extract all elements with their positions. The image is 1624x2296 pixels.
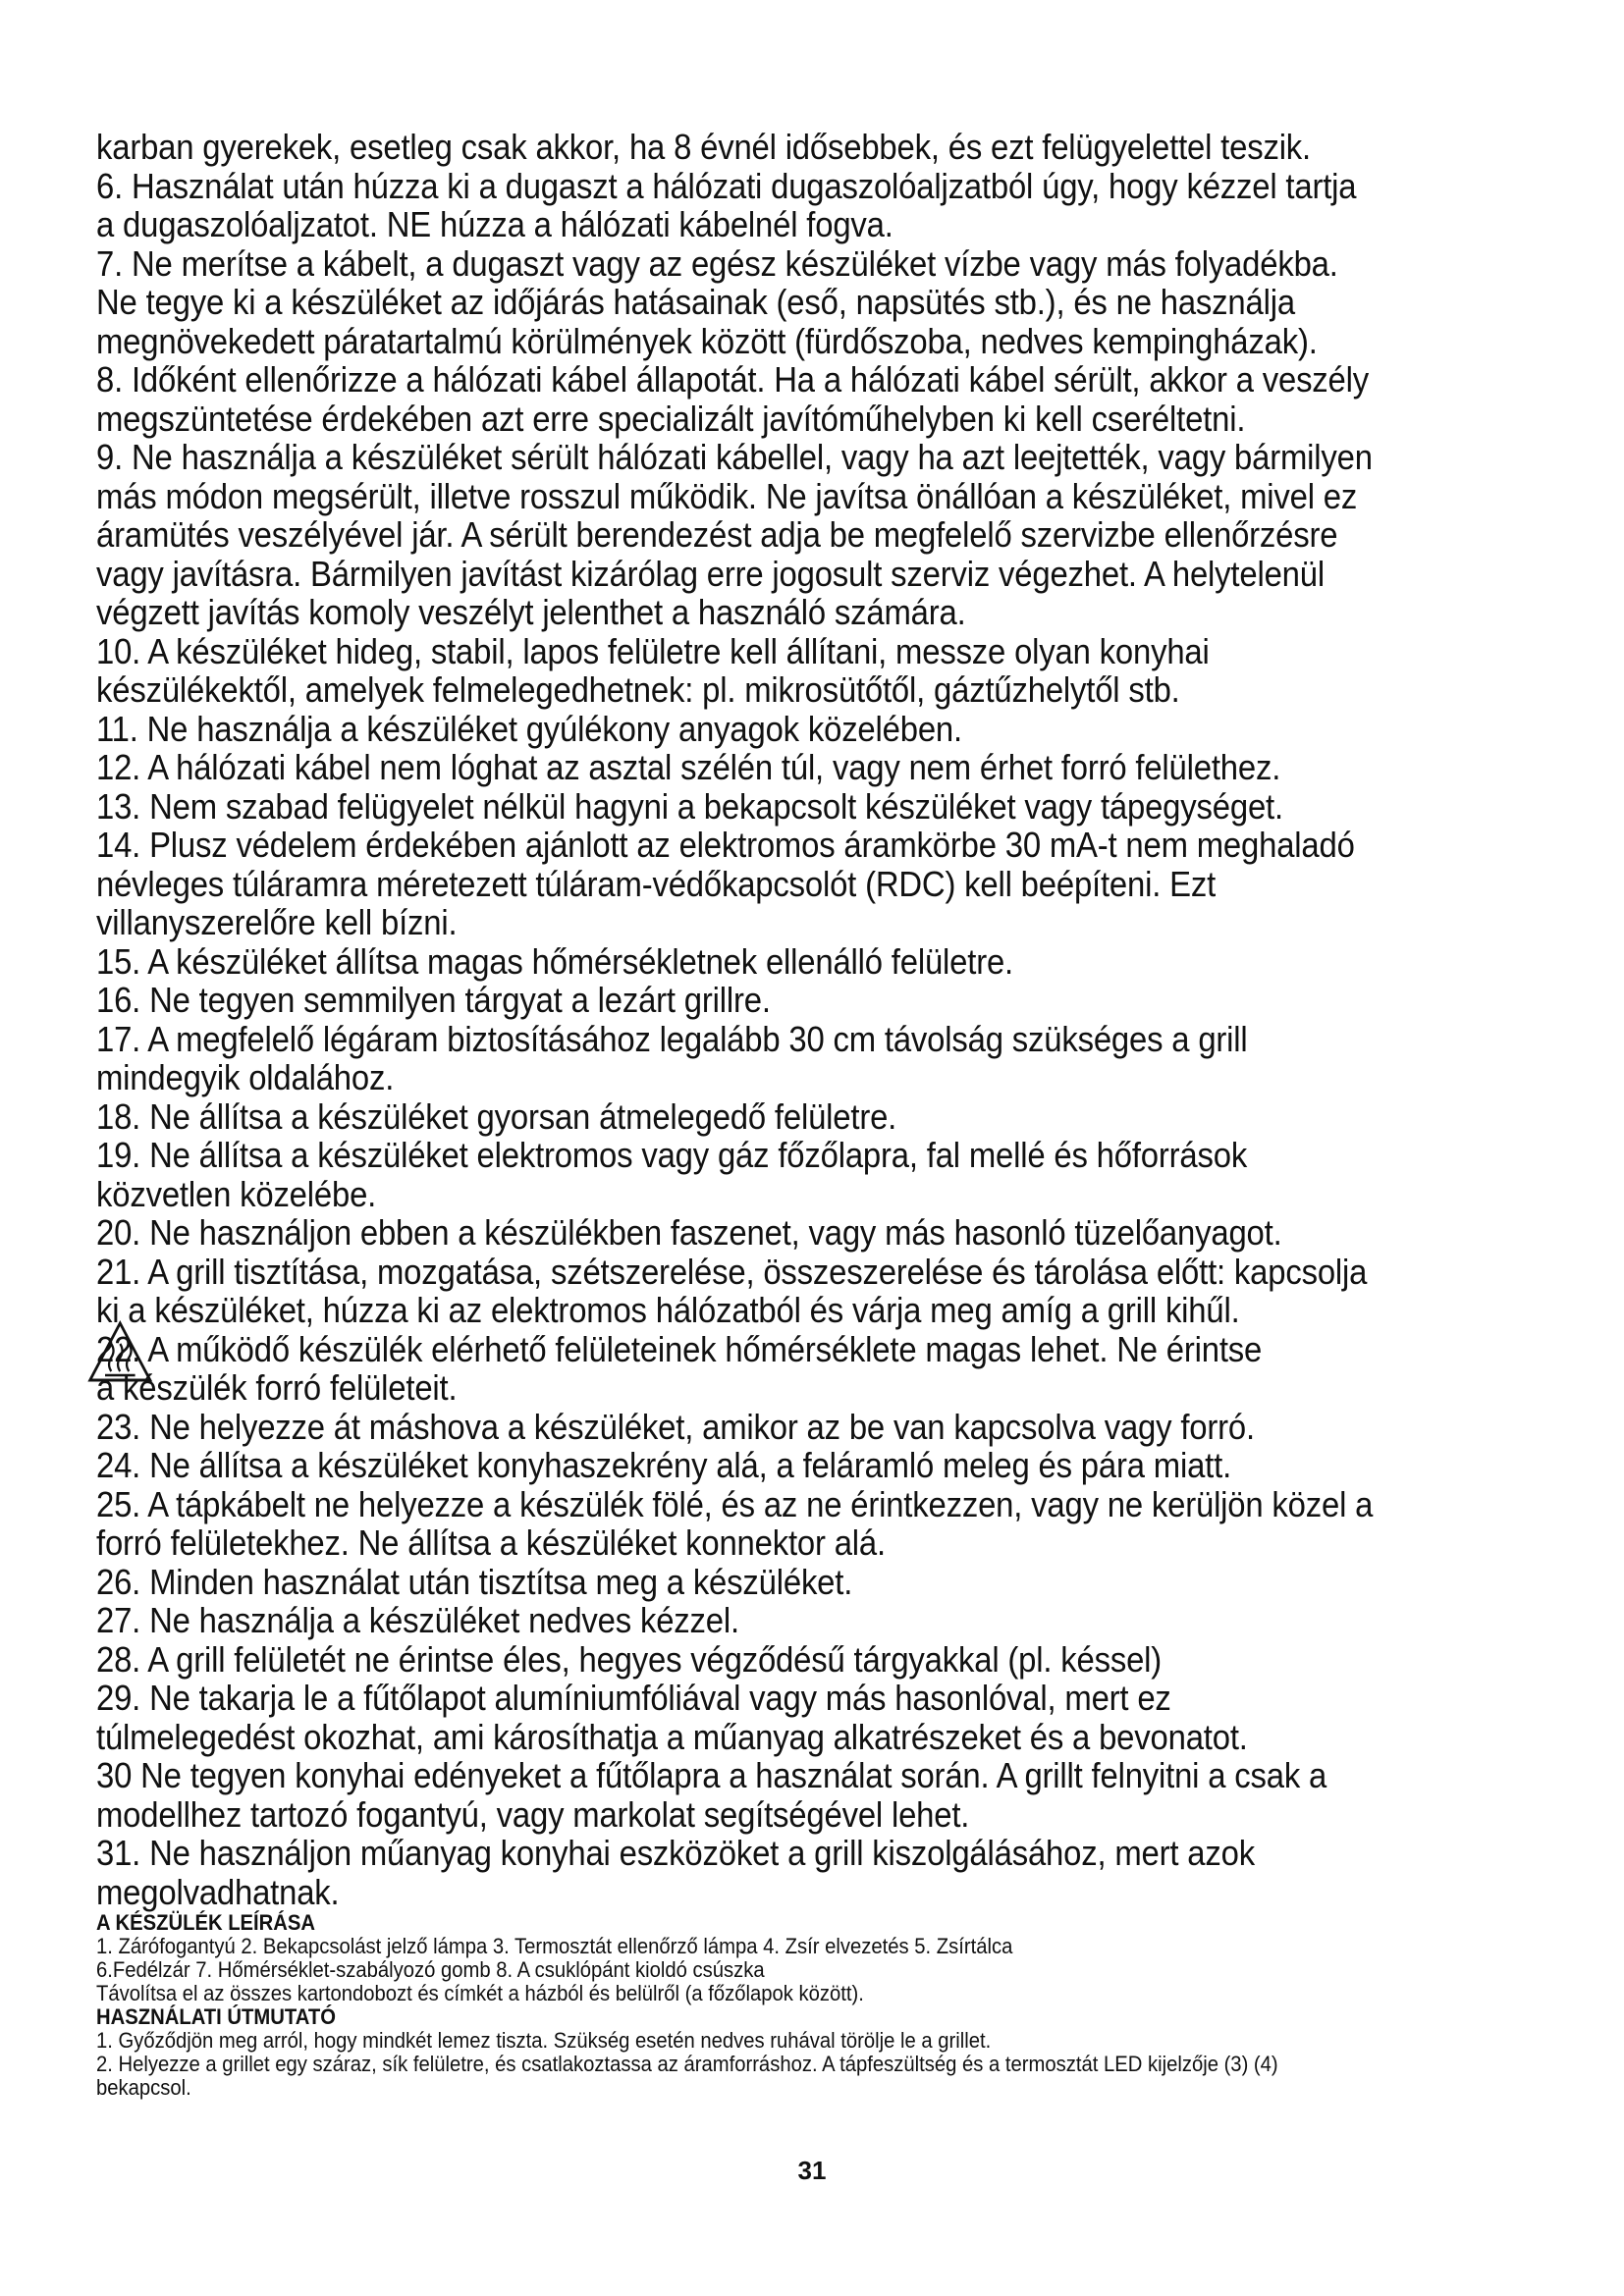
text-line: 28. A grill felületét ne érintse éles, hegyes végződésű tárgyakkal (pl. késsel) [96, 1638, 1163, 1680]
text-line: 6.Fedélzár 7. Hőmérséklet-szabályozó gomb 8. A csuklópánt kioldó csúszka [96, 1957, 765, 1982]
text-line: 6. Használat után húzza ki a dugaszt a hálózati dugaszolóaljzatból úgy, hogy kézzel tartja [96, 165, 1357, 206]
section-heading: A KÉSZÜLÉK LEÍRÁSA [96, 1910, 316, 1935]
text-line: 13. Nem szabad felügyelet nélkül hagyni a bekapcsolt készüléket vagy tápegységet. [96, 785, 1283, 827]
text-line: 22. A működő készülék elérhető felületeinek hőmérséklete magas lehet. Ne érintse [96, 1328, 1263, 1369]
text-line: 14. Plusz védelem érdekében ajánlott az elektromos áramkörbe 30 mA-t nem meghaladó [96, 825, 1355, 865]
text-line: vagy javításra. Bármilyen javítást kizárólag erre jogosult szerviz végezhet. A helytelenül [96, 553, 1325, 594]
usage-instructions-section [96, 2005, 1540, 2100]
text-line: 12. A hálózati kábel nem lóghat az asztal szélén túl, vagy nem érhet forró felülethez. [96, 747, 1281, 787]
text-line: 23. Ne helyezze át máshova a készüléket, amikor az be van kapcsolva vagy forró. [96, 1406, 1255, 1447]
text-line: 2. Helyezze a grillet egy száraz, sík felületre, és csatlakoztassa az áramforráshoz. A tápfeszültség és a termosztát LED kijelzője (3) (4) [96, 2052, 1278, 2076]
text-line: 19. Ne állítsa a készüléket elektromos vagy gáz főzőlapra, fal mellé és hőforrások [96, 1135, 1248, 1175]
text-line: 15. A készüléket állítsa magas hőmérsékletnek ellenálló felületre. [96, 940, 1014, 982]
text-line: 21. A grill tisztítása, mozgatása, szétszerelése, összeszerelése és tárolása előtt: kapcsolja [96, 1251, 1368, 1292]
text-line: 26. Minden használat után tisztítsa meg a készüléket. [96, 1561, 853, 1602]
text-line: a készülék forró felületeit. [96, 1367, 458, 1408]
text-line: 9. Ne használja a készüléket sérült hálózati kábellel, vagy ha azt leejtették, vagy bármilyen [96, 437, 1373, 477]
text-line: készülékektől, amelyek felmelegedhetnek: pl. mikrosütőtől, gáztűzhelytől stb. [96, 669, 1180, 710]
manual-page-content [96, 128, 1540, 2100]
text-line: 1. Győződjön meg arról, hogy mindkét lemez tiszta. Szükség esetén nedves ruhával törölje le a grillet. [96, 2028, 992, 2053]
hot-surface-warning-line [96, 1330, 1395, 1369]
text-line: megnövekedett páratartalmú körülmények között (fürdőszoba, nedves kempingházak). [96, 320, 1318, 361]
text-line: 27. Ne használja a készüléket nedves kézzel. [96, 1600, 739, 1640]
text-line: bekapcsol. [96, 2075, 191, 2100]
text-line: 11. Ne használja a készüléket gyúlékony anyagok közelében. [96, 708, 962, 749]
text-line: Távolítsa el az összes kartondobozt és címkét a házból és belülről (a főzőlapok között). [96, 1981, 864, 2005]
text-line: ki a készüléket, húzza ki az elektromos hálózatból és várja meg amíg a grill kihűl. [96, 1290, 1240, 1330]
text-line: túlmelegedést okozhat, ami károsíthatja a műanyag alkatrészeket és a bevonatot. [96, 1716, 1248, 1757]
text-line: 7. Ne merítse a kábelt, a dugaszt vagy az egész készüléket vízbe vagy más folyadékba. [96, 242, 1338, 284]
text-line: megszüntetése érdekében azt erre specializált javítóműhelyben ki kell cseréltetni. [96, 398, 1246, 439]
text-line: névleges túláramra méretezett túláram-védőkapcsolót (RDC) kell beépíteni. Ezt [96, 863, 1217, 904]
section-heading: HASZNÁLATI ÚTMUTATÓ [96, 2004, 336, 2029]
text-line: villanyszerelőre kell bízni. [96, 902, 458, 942]
text-line: forró felületekhez. Ne állítsa a készüléket konnektor alá. [96, 1522, 886, 1563]
text-line: modellhez tartozó fogantyú, vagy markolat segítségével lehet. [96, 1793, 970, 1835]
device-description-section [96, 1911, 1540, 2005]
text-line: más módon megsérült, illetve rosszul működik. Ne javítsa önállóan a készüléket, mivel ez [96, 475, 1358, 516]
text-line: 29. Ne takarja le a fűtőlapot alumíniumfóliával vagy más hasonlóval, mert ez [96, 1678, 1171, 1718]
text-line: 30 Ne tegyen konyhai edényeket a fűtőlapra a használat során. A grillt felnyitni a csak a [96, 1755, 1327, 1795]
text-line: végzett javítás komoly veszélyt jelenthet a használó számára. [96, 592, 966, 632]
text-line: megolvadhatnak. [96, 1871, 340, 1912]
text-line: a dugaszolóaljzatot. NE húzza a hálózati kábelnél fogva. [96, 204, 893, 244]
text-line: 24. Ne állítsa a készüléket konyhaszekrény alá, a feláramló meleg és pára miatt. [96, 1445, 1232, 1485]
text-line: 16. Ne tegyen semmilyen tárgyat a lezárt grillre. [96, 980, 771, 1020]
text-line: 17. A megfelelő légáram biztosításához legalább 30 cm távolság szükséges a grill [96, 1018, 1248, 1059]
text-line: közvetlen közelébe. [96, 1173, 377, 1214]
text-line: 8. Időként ellenőrizze a hálózati kábel állapotát. Ha a hálózati kábel sérült, akkor a veszély [96, 359, 1370, 400]
text-line: áramütés veszélyével jár. A sérült berendezést adja be megfelelő szervizbe ellenőrzésre [96, 514, 1338, 555]
text-line: Ne tegye ki a készüléket az időjárás hatásainak (eső, napsütés stb.), és ne használja [96, 282, 1295, 322]
safety-instructions [96, 128, 1540, 1911]
text-line: karban gyerekek, esetleg csak akkor, ha 8 évnél idősebbek, és ezt felügyelettel teszik. [96, 127, 1312, 167]
page-number: 31 [797, 2156, 827, 2185]
text-line: 18. Ne állítsa a készüléket gyorsan átmelegedő felületre. [96, 1095, 897, 1137]
text-line: 1. Zárófogantyú 2. Bekapcsolást jelző lámpa 3. Termosztát ellenőrző lámpa 4. Zsír elvezetés 5. Zsírtálca [96, 1934, 1013, 1958]
text-line: 25. A tápkábelt ne helyezze a készülék fölé, és az ne érintkezzen, vagy ne kerüljön közel a [96, 1483, 1374, 1524]
text-line: 31. Ne használjon műanyag konyhai eszközöket a grill kiszolgálásához, mert azok [96, 1833, 1255, 1873]
text-line: mindegyik oldalához. [96, 1057, 395, 1097]
text-line: 10. A készüléket hideg, stabil, lapos felületre kell állítani, messze olyan konyhai [96, 630, 1210, 671]
text-line: 20. Ne használjon ebben a készülékben faszenet, vagy más hasonló tüzelőanyagot. [96, 1212, 1282, 1253]
